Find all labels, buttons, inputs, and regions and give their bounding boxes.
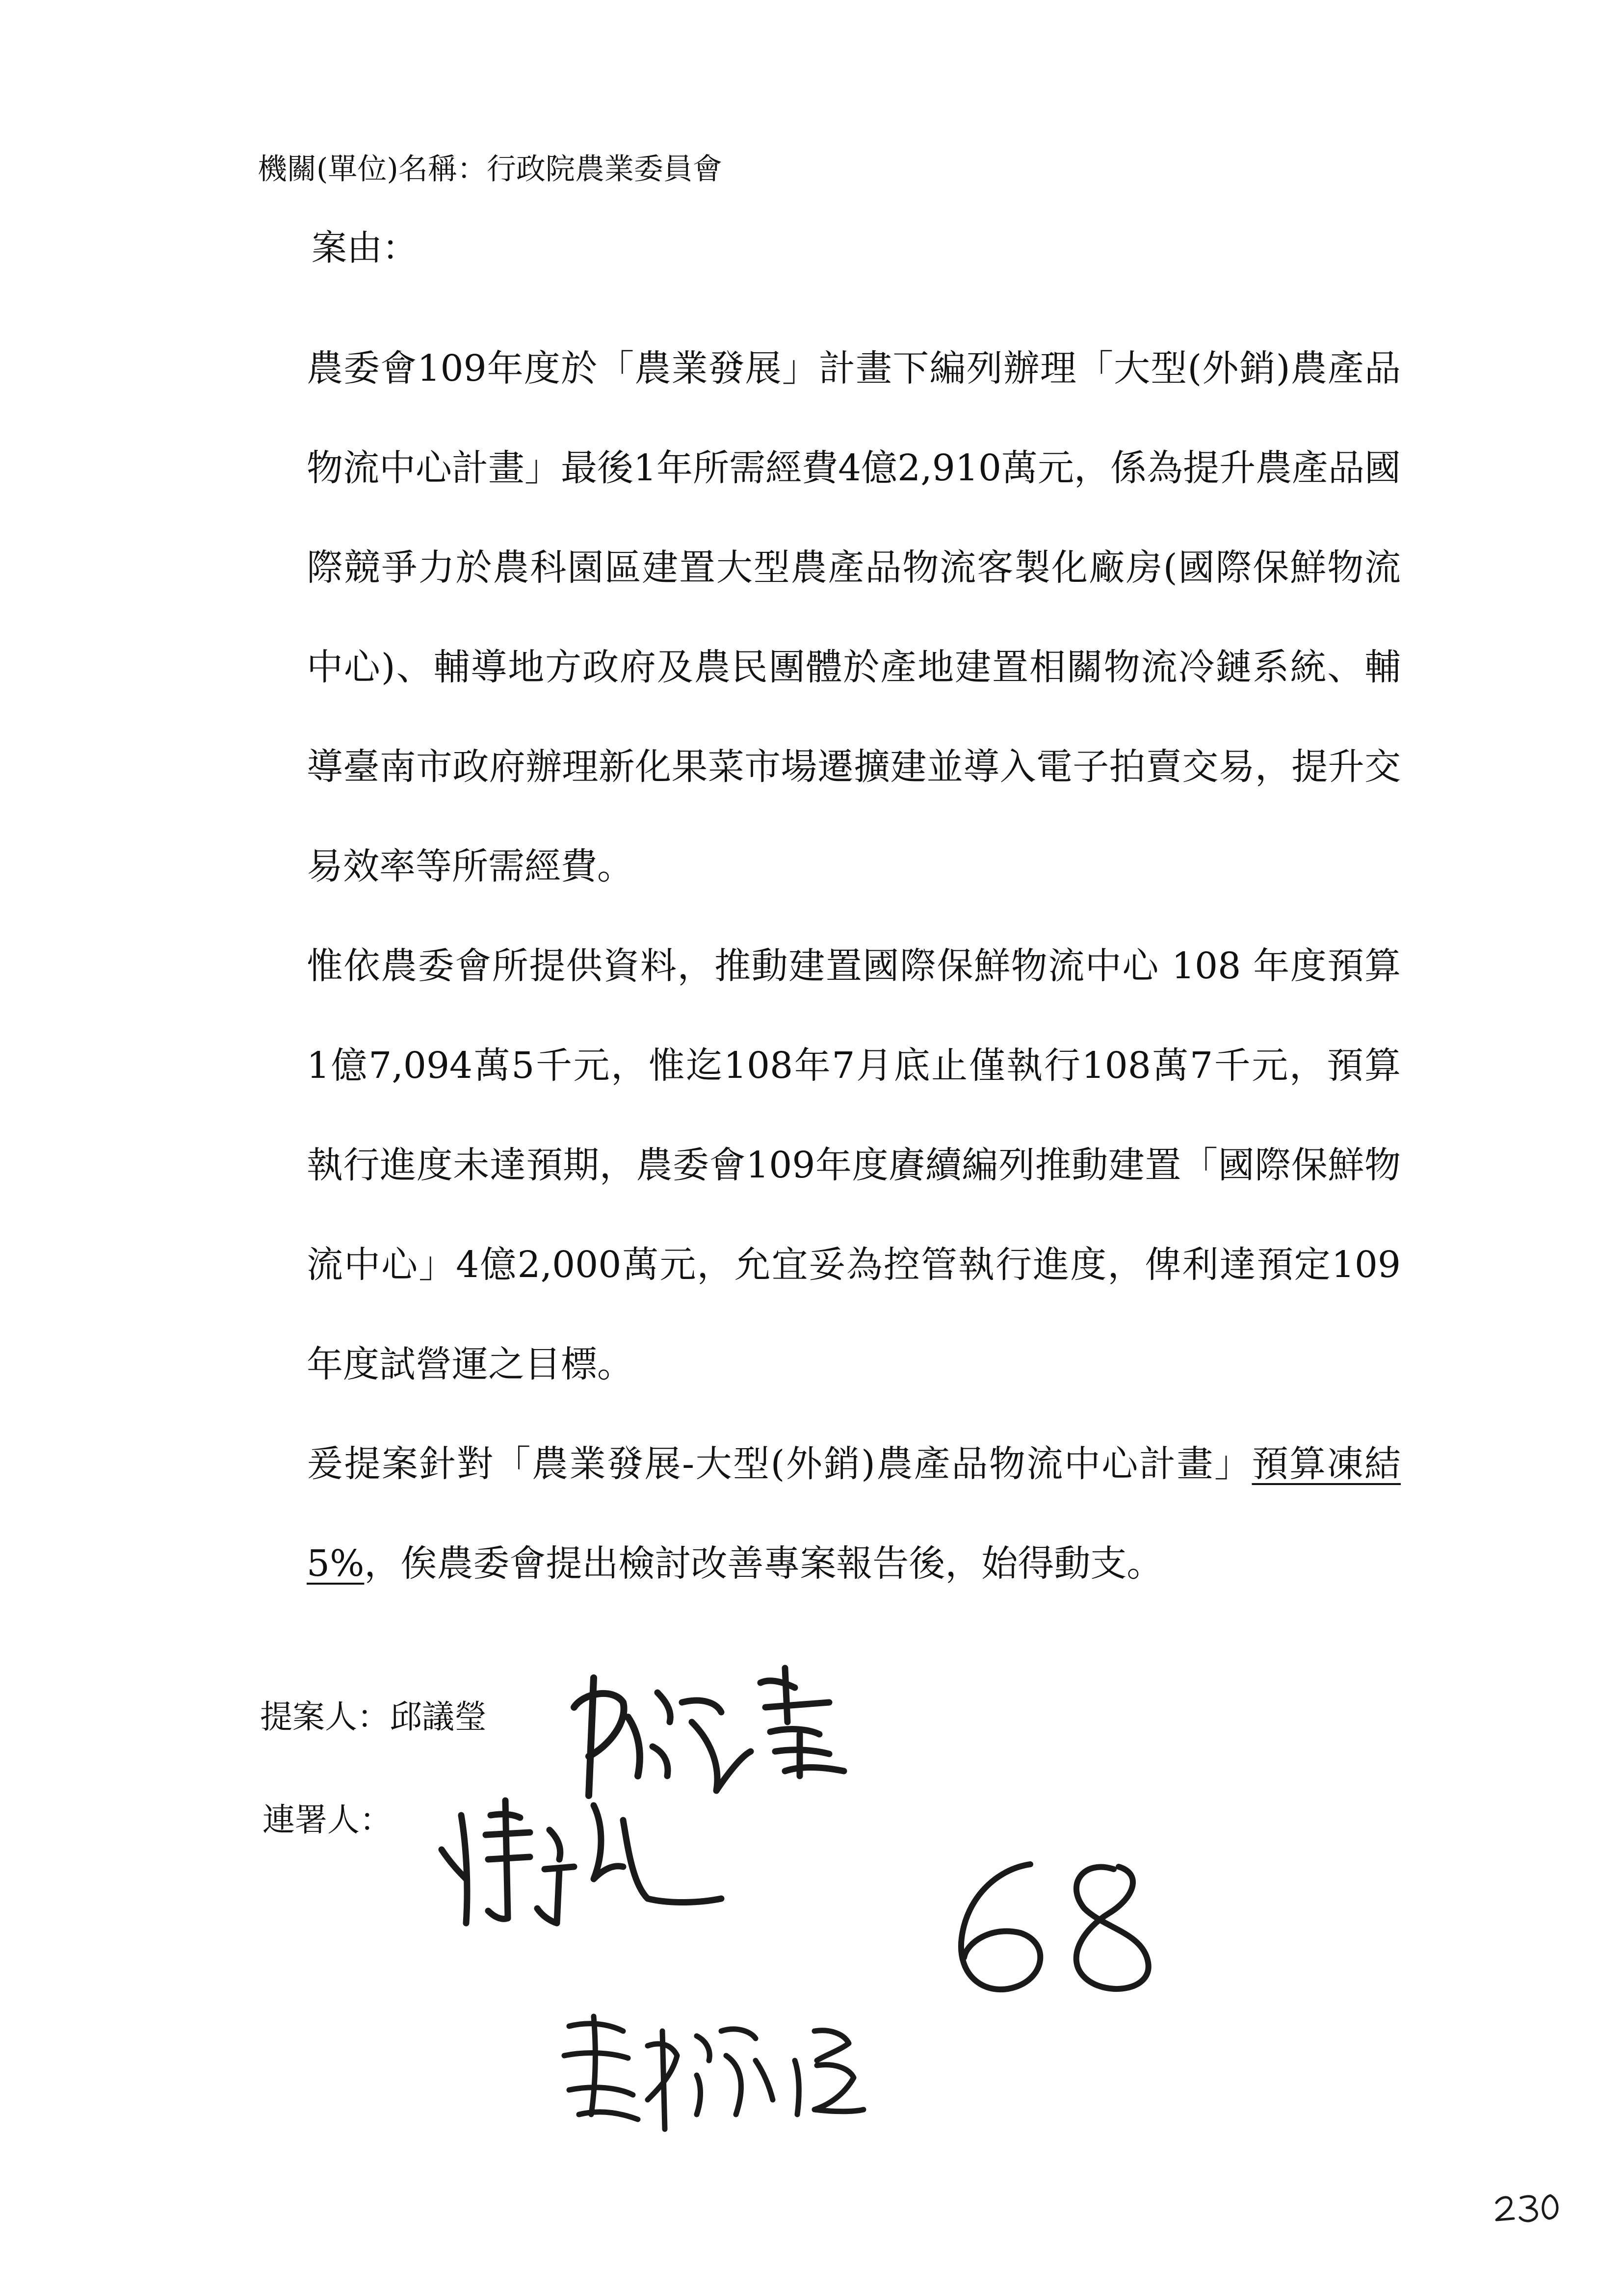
paragraph-3-lead: 爰提案針對「農業發展-大型(外銷)農產品物流中心計畫」	[307, 1443, 1252, 1485]
proposer-label: 提案人：	[260, 1698, 390, 1736]
page-number-230	[1492, 2188, 1565, 2227]
cosigner-signature-2	[550, 2002, 868, 2139]
motion-body	[307, 319, 1401, 1614]
cosigner-label: 連署人：	[262, 1801, 392, 1839]
budget-freeze-text: 預算凍結5%	[307, 1443, 1401, 1585]
paragraph-3	[307, 1414, 1401, 1614]
cosigner-signature-1	[432, 1786, 726, 1933]
paragraph-2: 惟依農委會所提供資料，推動建置國際保鮮物流中心 108 年度預算1億7,094萬5千元，惟迄108年7月底止僅執行108萬7千元，預算執行進度未達預期，農委會109年度賡續編列推動建置「國際保鮮物流中心」4億2,000萬元，允宜妥為控管執行進度，俾利達預定109年度試營運之目標。	[307, 945, 1401, 1385]
agency-name: 機關(單位)名稱：行政院農業委員會	[258, 152, 722, 186]
stamped-number-68	[937, 1854, 1168, 2002]
proposer-name: 邱議瑩	[390, 1698, 487, 1736]
proposer-line	[260, 1695, 487, 1739]
cosigner-line	[262, 1798, 392, 1842]
paragraph-1: 農委會109年度於「農業發展」計畫下編列辦理「大型(外銷)農產品物流中心計畫」最後1年所需經費4億2,910萬元，係為提升農產品國際競爭力於農科園區建置大型農產品物流客製化廠房(國際保鮮物流中心)、輔導地方政府及農民團體於產地建置相關物流冷鏈系統、輔導臺南市政府辦理新化果菜市場遷擴建並導入電子拍賣交易，提升交易效率等所需經費。	[307, 347, 1401, 887]
reason-label: 案由：	[312, 227, 418, 268]
paragraph-3-tail: ，俟農委會提出檢討改善專案報告後，始得動支。	[364, 1542, 1163, 1585]
